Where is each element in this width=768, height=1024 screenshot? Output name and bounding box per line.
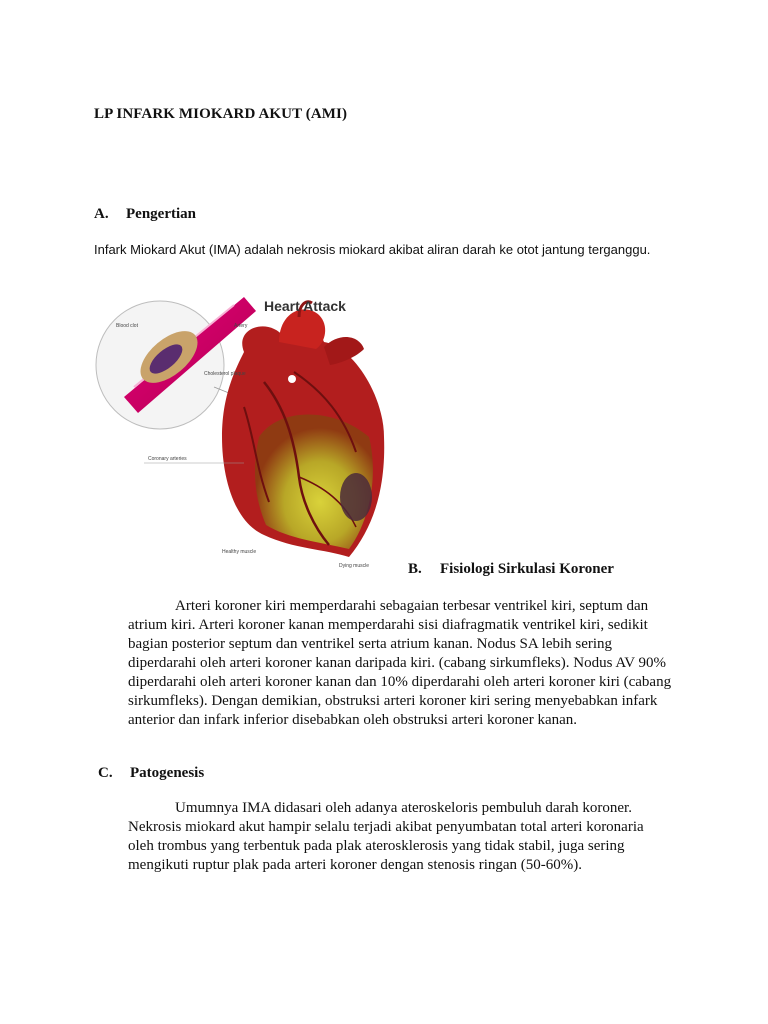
label-blood-clot: Blood clot (116, 323, 138, 329)
section-c-heading (98, 765, 204, 782)
heart-attack-figure (94, 287, 400, 569)
section-b-heading (408, 561, 614, 578)
label-healthy-muscle: Healthy muscle (222, 549, 257, 555)
section-a-number: A. (94, 206, 109, 222)
figure-title: Heart Attack (264, 298, 346, 314)
section-a-title: Pengertian (126, 206, 196, 222)
section-c-text: Umumnya IMA didasari oleh adanya ateroskeloris pembuluh darah koroner. Nekrosis miokard akut hampir selalu terjadi akibat penyumbatan total arteri koronaria oleh trombus yang terbentuk pada plak aterosklerosis yang tidak stabil, juga sering mengikuti ruptur plak pada arteri koroner dengan stenosis ringan (50-60%). (128, 800, 644, 873)
section-b-text: Arteri koroner kiri memperdarahi sebagaian terbesar ventrikel kiri, septum dan atrium kiri. Arteri koroner kanan memperdarahi sisi diafragmatik ventrikel kiri, sedikit bagian posterior septum dan ventrikel serta atrium kanan. Nodus SA lebih sering diperdarahi oleh arteri koroner kanan daripada kiri. (cabang sirkumfleks). Nodus AV 90% diperdarahi oleh arteri koroner kanan dan 10% diperdarahi oleh arteri koroner kiri (cabang sirkumfleks). Dengan demikian, obstruksi arteri koroner kiri sering menyebabkan infark anterior dan infark inferior disebabkan oleh obstruksi arteri koroner kanan. (128, 598, 672, 728)
heart-attack-illustration (94, 287, 400, 569)
section-a-heading (94, 206, 196, 223)
section-b-title: Fisiologi Sirkulasi Koroner (440, 561, 614, 577)
section-b-number: B. (408, 561, 422, 577)
label-cholesterol-plaque: Cholesterol plaque (204, 371, 246, 377)
section-c-body (128, 799, 673, 875)
section-a-text: Infark Miokard Akut (IMA) adalah nekrosis miokard akibat aliran darah ke otot jantung terganggu. (94, 242, 651, 257)
label-dying-muscle: Dying muscle (339, 563, 370, 569)
label-coronary-arteries: Coronary arteries (148, 456, 187, 462)
document-title: LP INFARK MIOKARD AKUT (AMI) (94, 106, 348, 122)
label-artery: Artery (234, 323, 248, 329)
section-c-title: Patogenesis (130, 765, 205, 781)
section-c-number: C. (98, 765, 113, 781)
section-b-body (128, 597, 673, 730)
